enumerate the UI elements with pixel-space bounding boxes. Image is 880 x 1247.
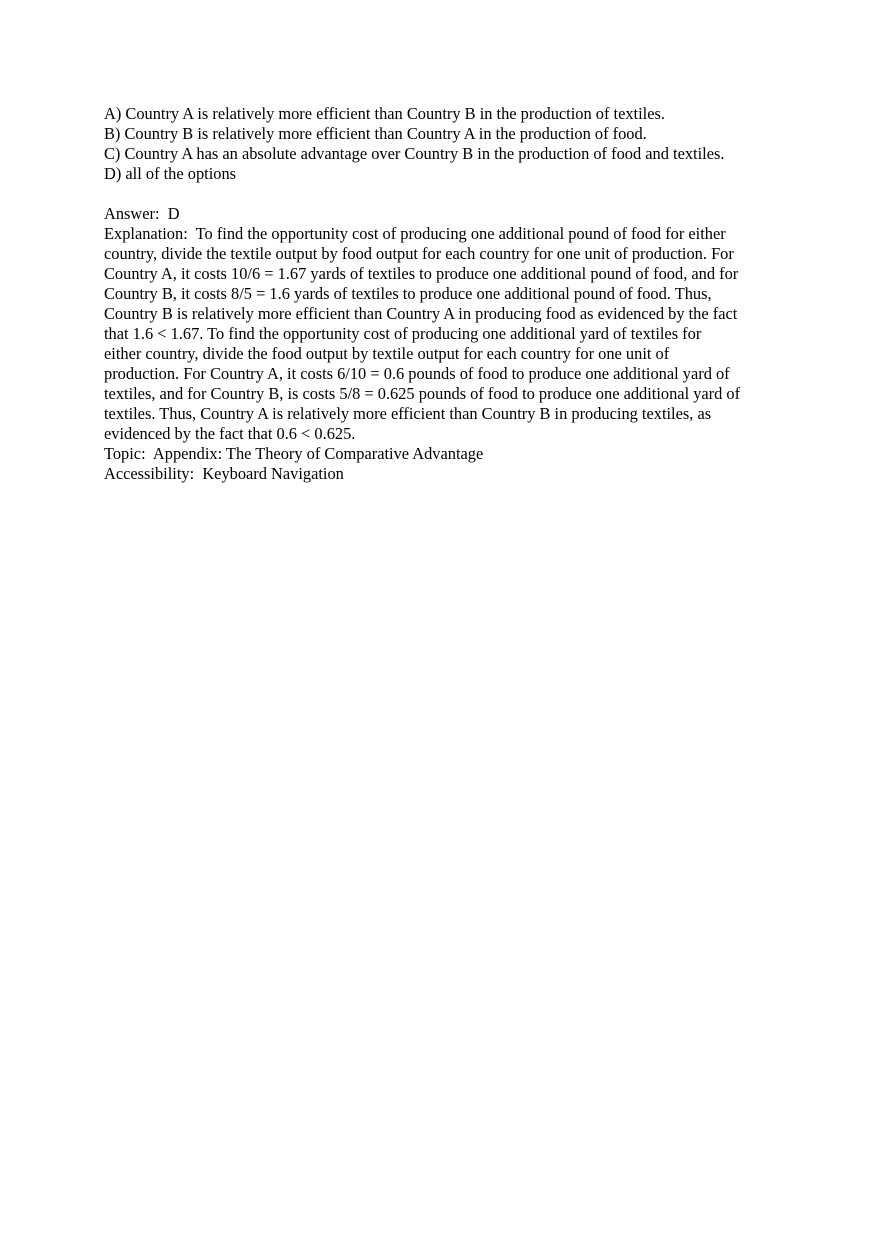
explanation-line: textiles, and for Country B, is costs 5/8 = 0.625 pounds of food to produce one additional yard of bbox=[104, 384, 741, 403]
explanation-line: Country B is relatively more efficient than Country A in producing food as evidenced by the fact bbox=[104, 304, 738, 323]
explanation bbox=[104, 224, 784, 444]
explanation-line: either country, divide the food output by textile output for each country for one unit of bbox=[104, 344, 670, 363]
option-c: C) Country A has an absolute advantage over Country B in the production of food and textiles. bbox=[104, 144, 725, 163]
topic-line: Topic: Appendix: The Theory of Comparative Advantage bbox=[104, 444, 484, 463]
answer-block bbox=[104, 204, 784, 484]
document-page bbox=[104, 104, 784, 484]
explanation-line: that 1.6 < 1.67. To find the opportunity cost of producing one additional yard of textiles for bbox=[104, 324, 702, 343]
explanation-line: production. For Country A, it costs 6/10 = 0.6 pounds of food to produce one additional yard of bbox=[104, 364, 730, 383]
accessibility-line: Accessibility: Keyboard Navigation bbox=[104, 464, 344, 483]
explanation-line: country, divide the textile output by food output for each country for one unit of production. For bbox=[104, 244, 734, 263]
spacer bbox=[104, 184, 784, 204]
explanation-line: Explanation: To find the opportunity cost of producing one additional pound of food for either bbox=[104, 224, 726, 243]
explanation-line: Country B, it costs 8/5 = 1.6 yards of textiles to produce one additional pound of food. Thus, bbox=[104, 284, 712, 303]
option-b: B) Country B is relatively more efficient than Country A in the production of food. bbox=[104, 124, 647, 143]
explanation-line: evidenced by the fact that 0.6 < 0.625. bbox=[104, 424, 356, 443]
answer-options bbox=[104, 104, 784, 184]
answer-label: Answer: D bbox=[104, 204, 180, 223]
explanation-line: Country A, it costs 10/6 = 1.67 yards of textiles to produce one additional pound of food, and for bbox=[104, 264, 739, 283]
option-d: D) all of the options bbox=[104, 164, 237, 183]
option-a: A) Country A is relatively more efficient than Country B in the production of textiles. bbox=[104, 104, 665, 123]
explanation-line: textiles. Thus, Country A is relatively more efficient than Country B in producing textiles, as bbox=[104, 404, 712, 423]
